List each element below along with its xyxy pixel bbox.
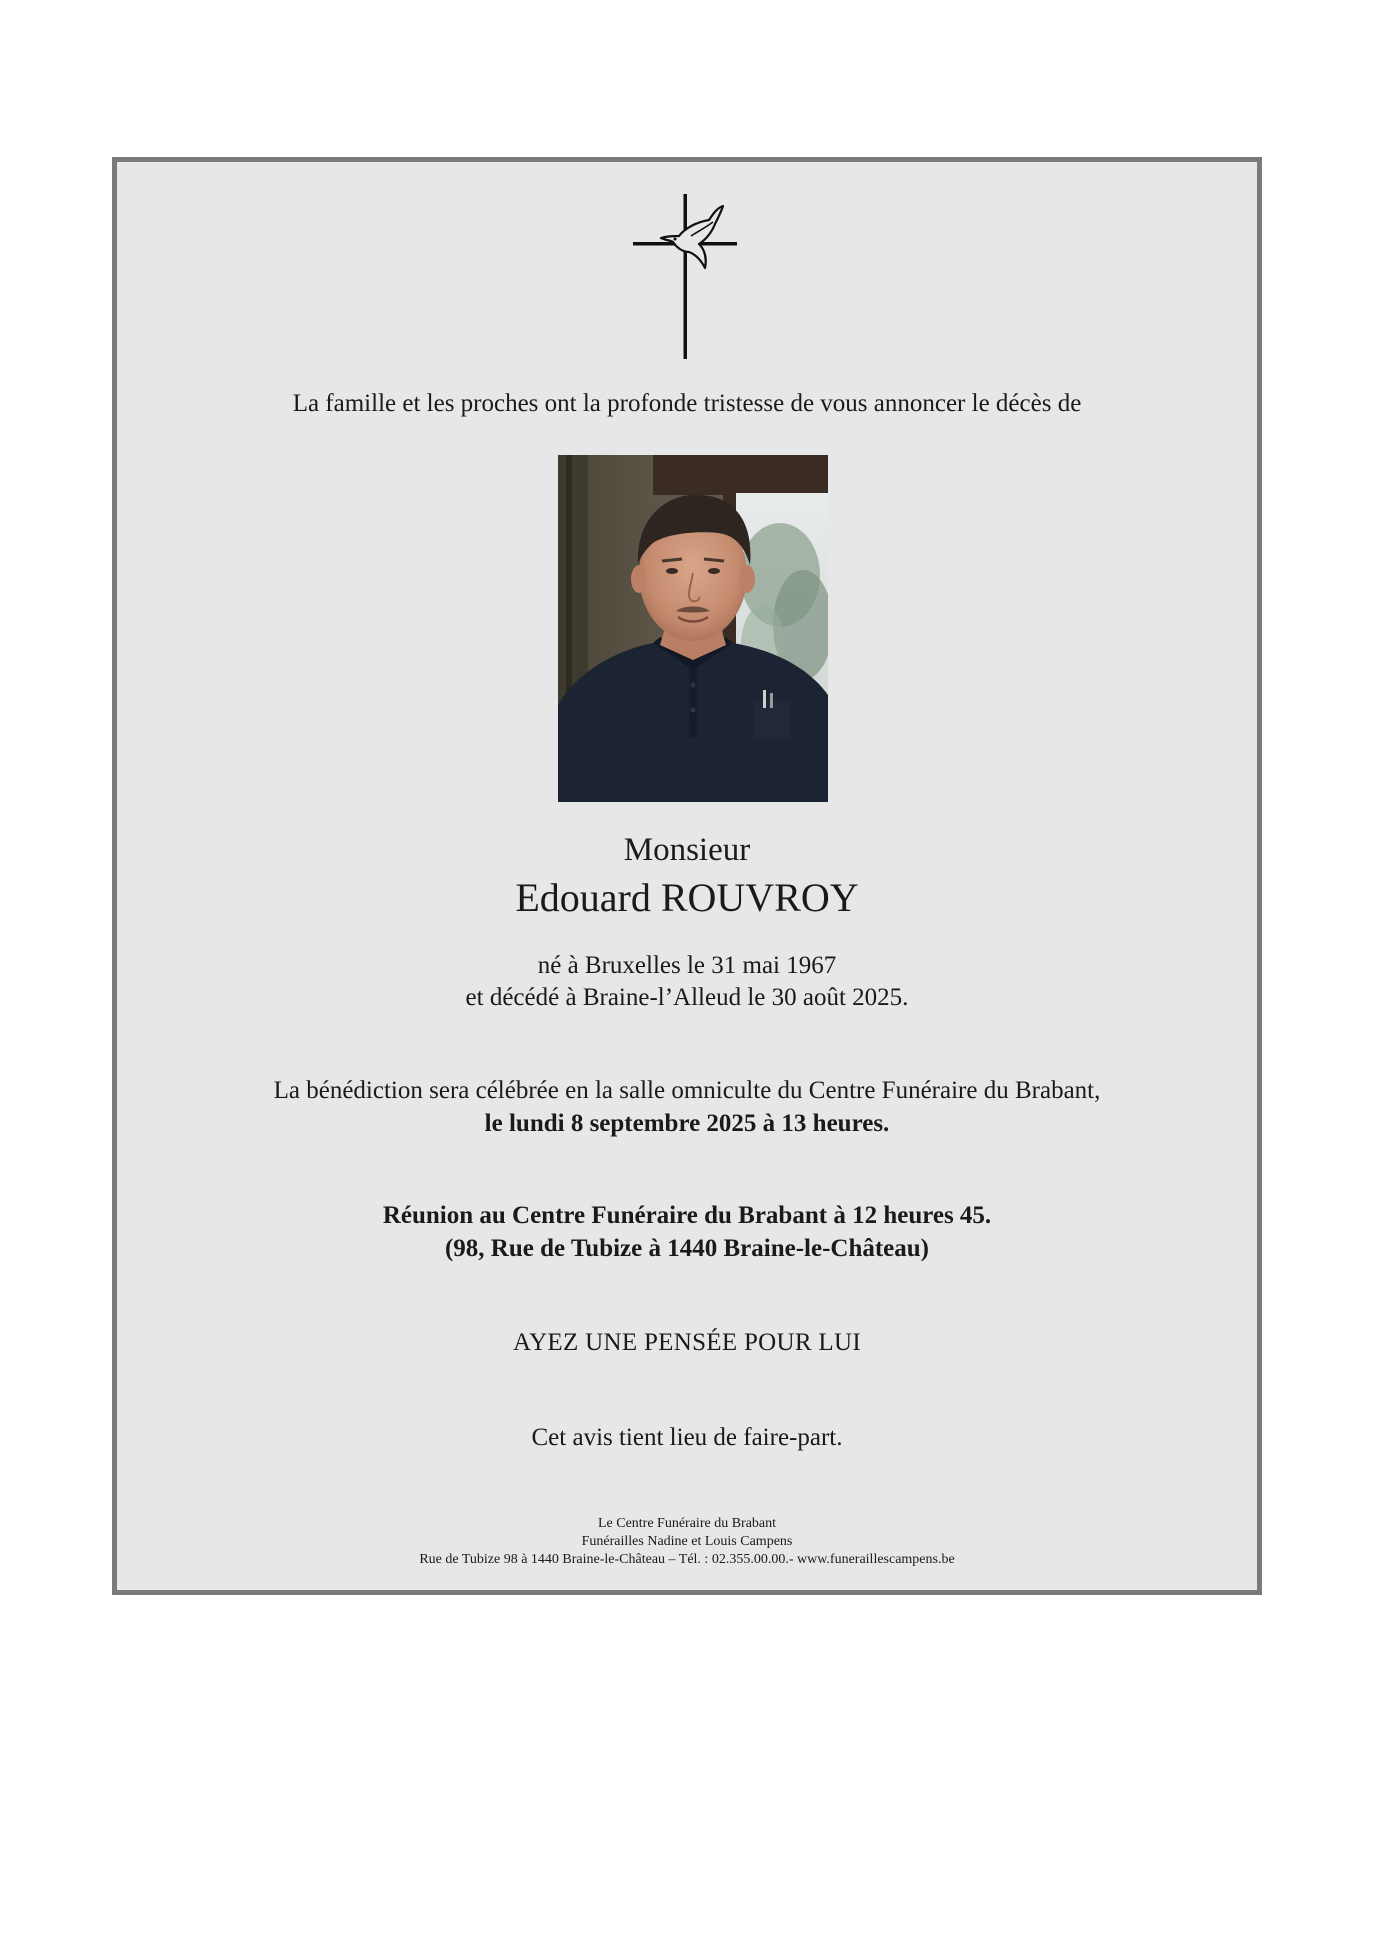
cross-with-dove-icon: [117, 194, 1257, 359]
footer-subtitle: Funérailles Nadine et Louis Campens: [581, 1534, 793, 1549]
death-details: et décédé à Braine-l’Alleud le 30 août 2025.: [465, 984, 909, 1011]
obituary-card: [112, 157, 1262, 1595]
notice-text: Cet avis tient lieu de faire-part.: [531, 1424, 843, 1451]
meeting-text: Réunion au Centre Funéraire du Brabant à 12 heures 45.: [382, 1202, 992, 1229]
footer-contact: Rue de Tubize 98 à 1440 Braine-le-Château – Tél. : 02.355.00.00.- www.funeraillescampens.be: [419, 1552, 955, 1567]
ceremony-date: le lundi 8 septembre 2025 à 13 heures.: [484, 1110, 890, 1137]
footer-company: Le Centre Funéraire du Brabant: [597, 1516, 777, 1531]
deceased-name: Edouard ROUVROY: [515, 875, 859, 920]
deceased-title: Monsieur: [623, 832, 751, 868]
meeting-address: (98, Rue de Tubize à 1440 Braine-le-Château): [444, 1235, 930, 1262]
closing-thought: AYEZ UNE PENSÉE POUR LUI: [513, 1329, 861, 1356]
intro-text: La famille et les proches ont la profonde tristesse de vous annoncer le décès de: [292, 390, 1082, 417]
birth-details: né à Bruxelles le 31 mai 1967: [537, 952, 837, 979]
portrait-photo: [558, 455, 828, 802]
ceremony-text: La bénédiction sera célébrée en la salle omniculte du Centre Funéraire du Brabant,: [273, 1077, 1101, 1104]
